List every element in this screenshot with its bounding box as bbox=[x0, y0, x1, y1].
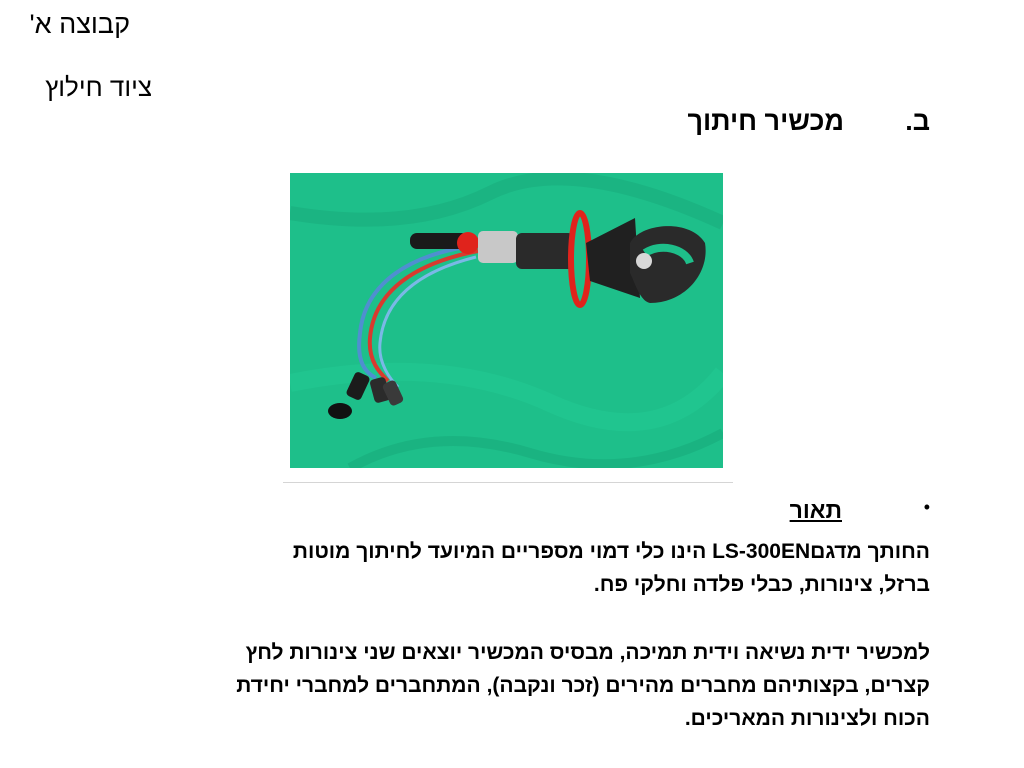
description-paragraph-1 bbox=[293, 535, 930, 601]
section-title: מכשיר חיתוך bbox=[687, 106, 844, 136]
paragraph-line: קצרים, בקצותיהם מחברים מהירים (זכר ונקבה), המתחברים למחברי יחידת bbox=[236, 674, 930, 697]
paragraph-line: למכשיר ידית נשיאה וידית תמיכה, מבסיס המכשיר יוצאים שני צינורות לחץ bbox=[245, 641, 930, 664]
paragraph-line: הכוח ולצינורות המאריכים. bbox=[684, 707, 930, 730]
paragraph-line: החותך מדגםLS-300EN הינו כלי דמוי מספריים המיועד לחיתוך מוטות bbox=[292, 540, 930, 563]
category-label: ציוד חילוץ bbox=[45, 72, 152, 102]
paragraph-line: ברזל, צינורות, כבלי פלדה וחלקי פח. bbox=[593, 573, 930, 596]
cutter-photo bbox=[290, 173, 723, 468]
description-label: תאור bbox=[789, 497, 842, 523]
bullet: • bbox=[923, 497, 930, 517]
description-paragraph-2 bbox=[236, 636, 930, 735]
photo-divider bbox=[283, 482, 733, 483]
section-heading bbox=[560, 106, 930, 142]
description-heading bbox=[560, 497, 930, 531]
group-title: קבוצה א' bbox=[29, 9, 130, 39]
section-letter: ב. bbox=[905, 106, 930, 136]
